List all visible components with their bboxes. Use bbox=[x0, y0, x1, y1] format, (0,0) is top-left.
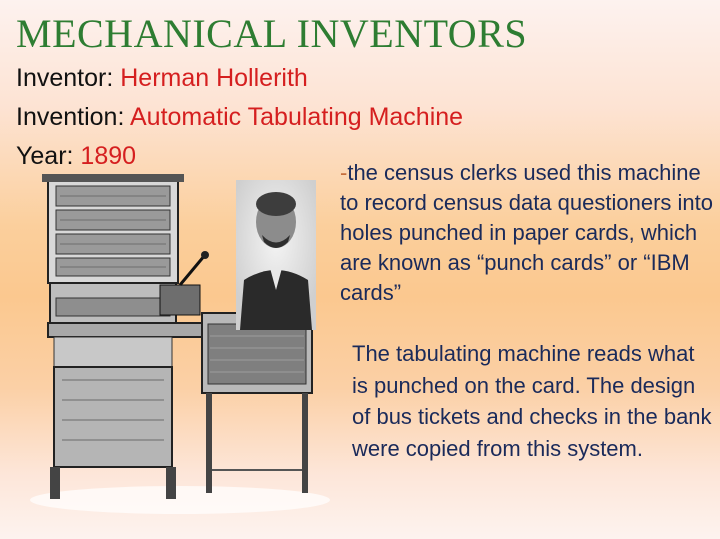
inventor-label: Inventor: bbox=[16, 64, 114, 92]
year-value: 1890 bbox=[80, 142, 137, 170]
year-label: Year: bbox=[16, 142, 74, 170]
system-description: The tabulating machine reads what is punched on the card. The design of bus tickets and checks in the bank were copied from this system. bbox=[352, 341, 712, 461]
page-title: MECHANICAL INVENTORS bbox=[16, 11, 528, 56]
description-dash: - bbox=[340, 160, 348, 185]
invention-line bbox=[16, 103, 463, 132]
inventor-portrait bbox=[236, 180, 316, 330]
year-line bbox=[16, 142, 136, 171]
inventor-value: Herman Hollerith bbox=[120, 64, 308, 92]
census-description bbox=[340, 158, 715, 308]
invention-label: Invention: bbox=[16, 103, 125, 131]
inventor-line bbox=[16, 64, 308, 93]
description-text: the census clerks used this machine to record census data questioners into holes punched in paper cards, which are known as “punch cards” or “IBM cards” bbox=[340, 160, 714, 305]
invention-value: Automatic Tabulating Machine bbox=[130, 103, 464, 131]
